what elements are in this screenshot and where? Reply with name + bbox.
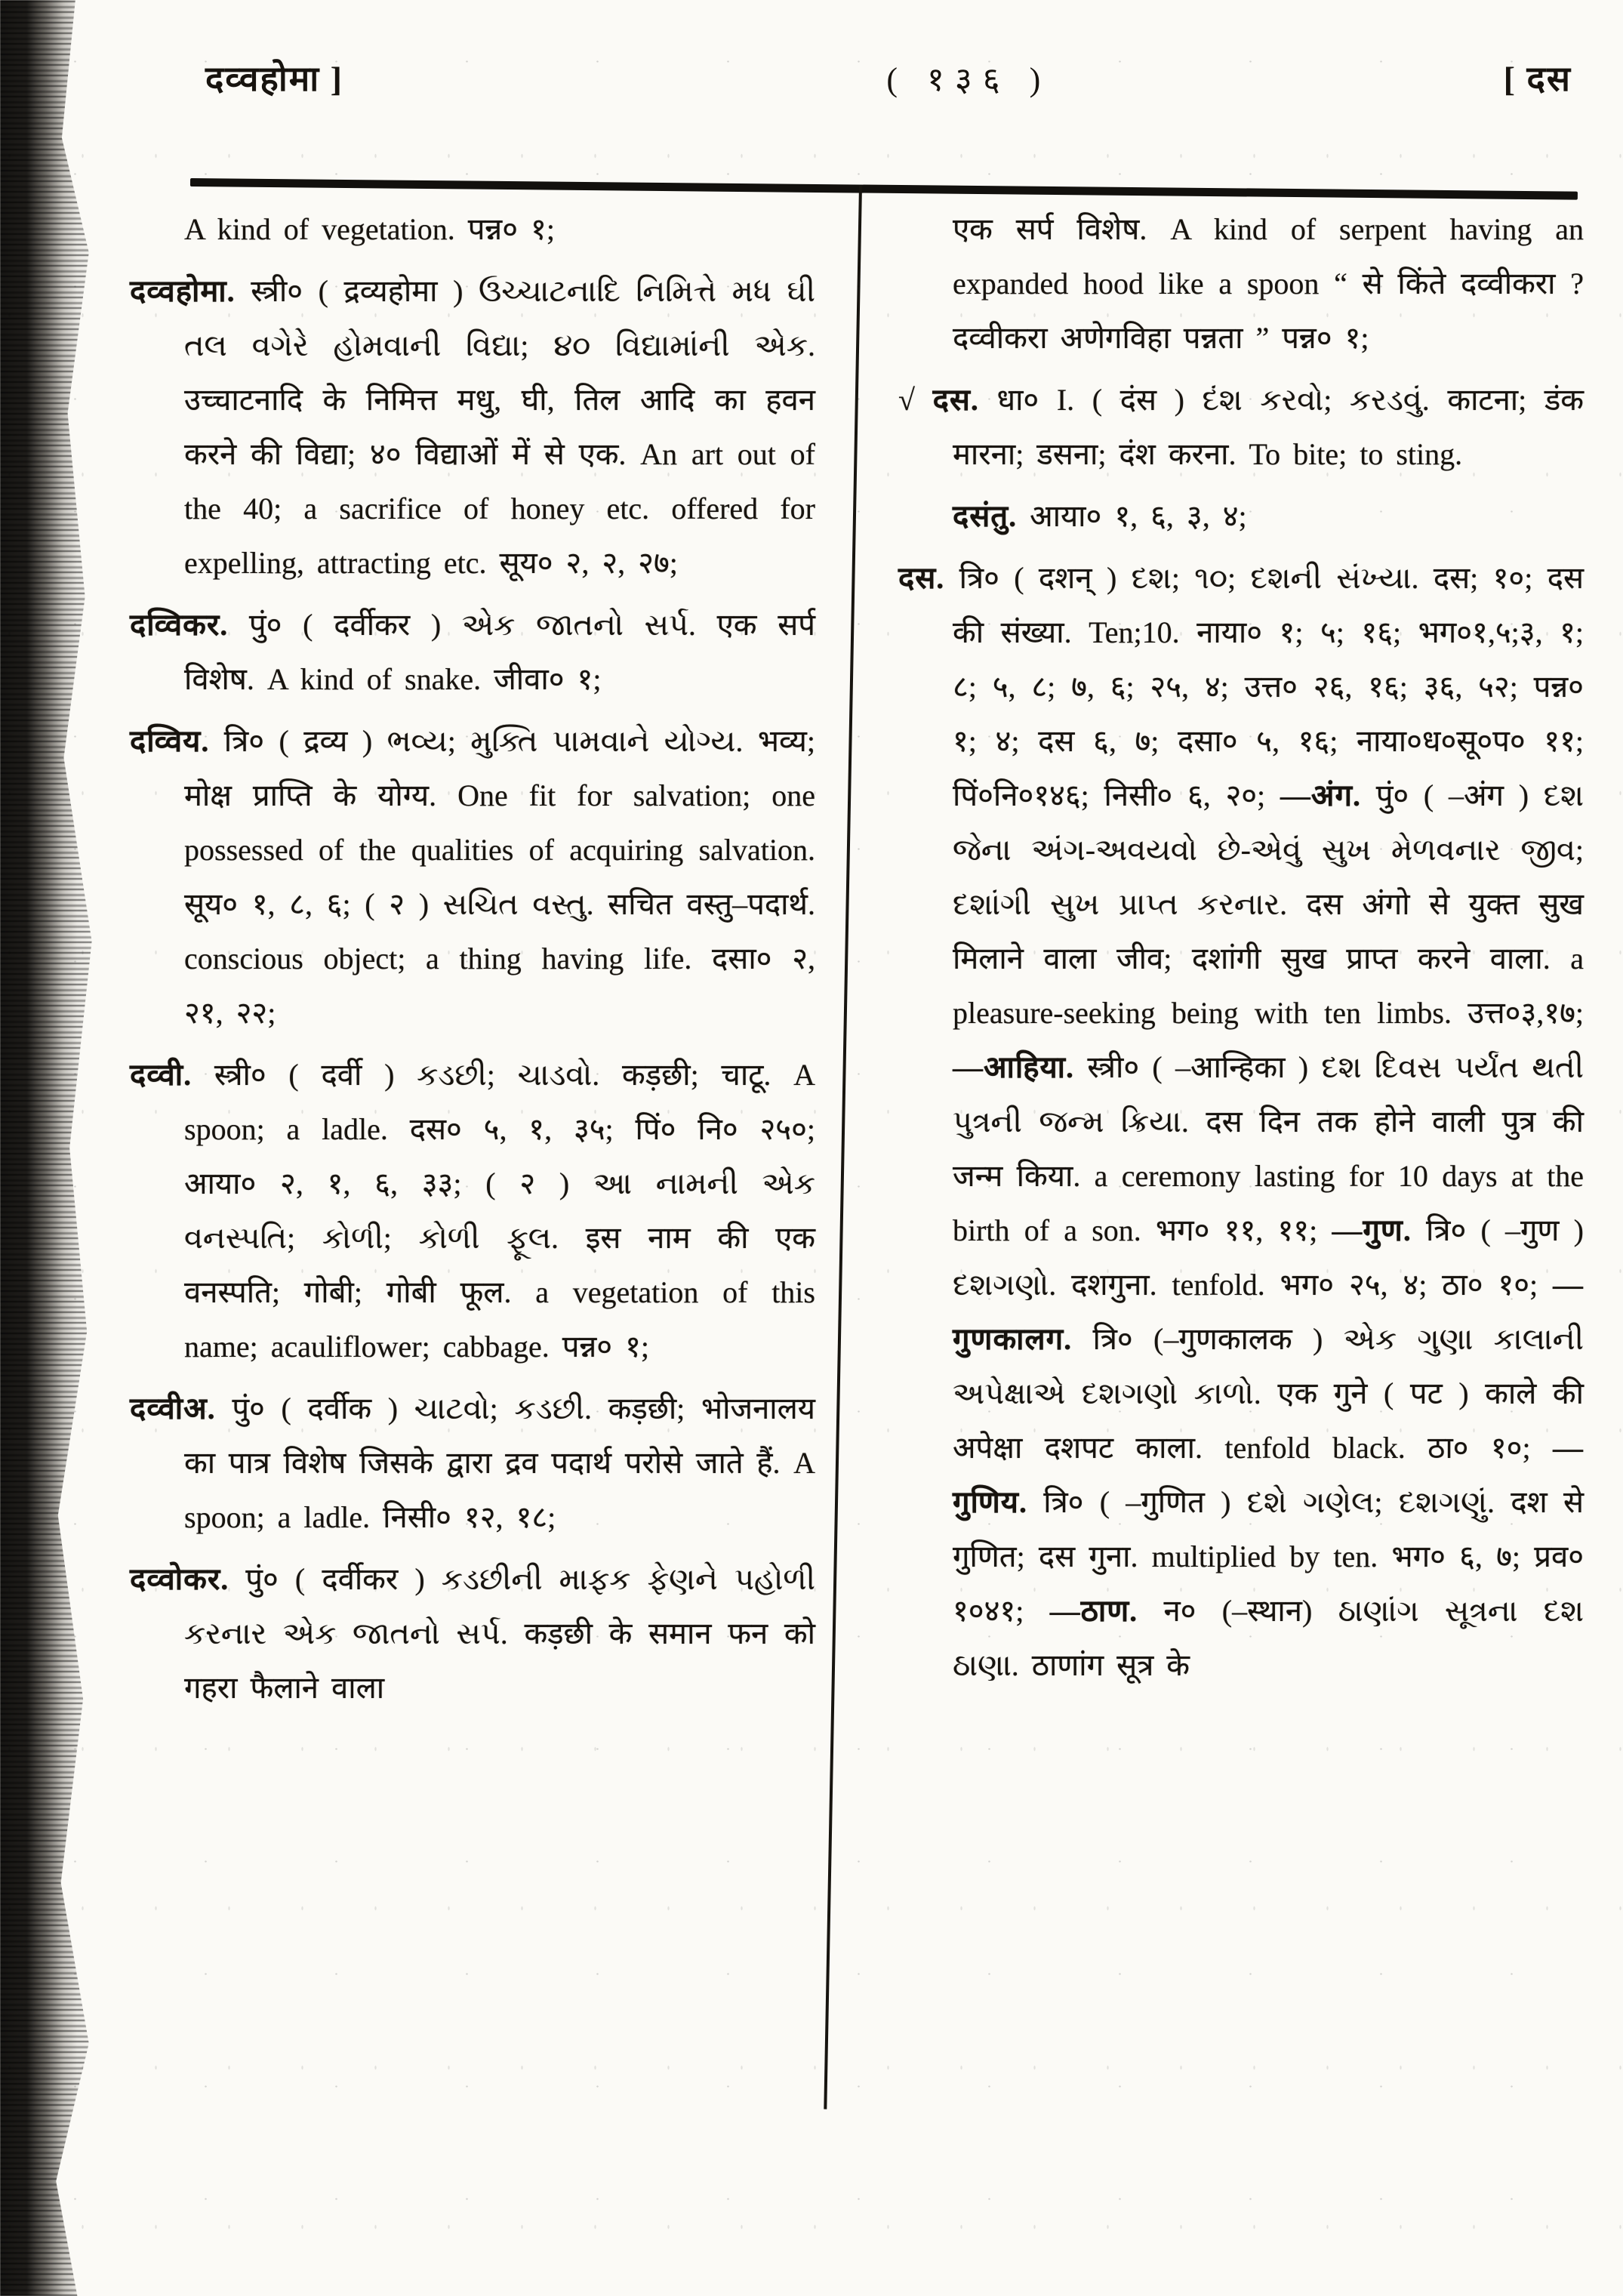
entry-text: त्रि० (–गुणकालक ) એક ગુણા કાલાની અપેક્ષાએ દશગણો કાળો. एक गुने ( पट ) काले की अपेक्षा दशपट काला. tenfold black. ठा० १०; xyxy=(953,1322,1584,1465)
dictionary-entry xyxy=(898,202,1584,365)
dictionary-entry xyxy=(898,489,1584,544)
dictionary-entry xyxy=(130,1552,815,1715)
page-number: ( १३६ ) xyxy=(886,61,1052,98)
entry-text: त्रि० ( –गुण ) દશગણો. दशगुना. tenfold. भग० २५, ४; ठा० १०; xyxy=(953,1213,1584,1302)
entry-text: धा० I. ( दंस ) દંશ કરવો; કરડવું. काटना; डंक मारना; डसना; दंश करना. To bite; to sting. xyxy=(953,383,1584,471)
book-binding-shadow xyxy=(0,0,97,2296)
page-header xyxy=(205,54,1572,101)
entry-headword: दव्वीअ. xyxy=(130,1391,216,1425)
entry-text: पुं० ( दर्वीकर ) કડછીની માફક ફેણને પહોળી કરનાર એક જાતનો સર્પ. कड़छी के समान फन को गहरा फैलाने वाला xyxy=(184,1562,815,1705)
entry-headword: दस. xyxy=(898,561,945,595)
dictionary-entry xyxy=(130,1048,815,1374)
entry-text: आया० १, ६, ३, ४; xyxy=(1017,499,1247,533)
entry-text: स्त्री० ( दर्वी ) કડછી; ચાડવો. कड़छी; चाटू. A spoon; a ladle. दस० ५, १, ३५; पिं० नि० २५०; आया० २, १, ६, ३३; ( २ ) આ નામની એક વનસ્પતિ; કોળી; કોળી ફૂલ. इस नाम की एक वनस्पति; गोबी; गोबी फूल. a vegetation of this name; acauliflower; cabbage. पन्न० १; xyxy=(184,1058,815,1364)
entry-headword: दव्वहोमा. xyxy=(130,274,236,308)
right-column xyxy=(898,202,1584,1723)
entry-text: पुं० ( –अंग ) દશ જેના અંગ-અવયવો છે-એવું સુખ મેળવનાર જીવ; દશાંગી સુખ પ્રાપ્ત કરનાર. दस अंगो से युक्त सुख मिलाने वाला जीव; दशांगी सुख प्राप्त करने वाला. a pleasure-seeking being with ten limbs. उत्त०३,१७; xyxy=(953,778,1584,1030)
dictionary-entry xyxy=(898,551,1584,1693)
header-left-catchword: दव्वहोमा ] xyxy=(205,60,344,98)
entry-headword: दव्वी. xyxy=(130,1058,192,1092)
entry-text: त्रि० ( –गुणित ) દશે ગણેલ; દશગણું. दश से गुणित; दस गुना. multiplied by ten. भग० ६, ७; प्रव० १०४१; xyxy=(953,1485,1584,1628)
entry-headword: —आहिया. xyxy=(953,1050,1075,1084)
dictionary-entry xyxy=(130,1382,815,1545)
entry-text: पुं० ( दर्वीकर ) એક જાતનો સર્પ. एक सर्प विशेष. A kind of snake. जीवा० १; xyxy=(184,608,815,696)
entry-text: न० (–स्थान) ઠાણાંગ સૂત્રના દશ ઠાણા. ठाणांग सूत्र के xyxy=(953,1594,1584,1682)
left-column xyxy=(130,202,815,1723)
entry-text: स्त्री० ( –आन्हिका ) દશ દિવસ પર્યંત થતી પુત્રની જન્મ ક્રિયા. दस दिन तक होने वाली पुत्र की जन्म किया. a ceremony lasting for 10 days at the birth of a son. भग० ११, ११; xyxy=(953,1050,1584,1247)
dictionary-entry xyxy=(130,202,815,257)
dictionary-entry xyxy=(130,714,815,1040)
entry-headword: —ठाण. xyxy=(1049,1594,1138,1628)
header-rule xyxy=(190,178,1578,200)
dictionary-entry xyxy=(130,264,815,590)
dictionary-entry xyxy=(130,598,815,707)
entry-headword: दव्वोकर. xyxy=(130,1562,229,1596)
entry-text: A kind of vegetation. पन्न० १; xyxy=(184,212,555,246)
header-right-catchword: [ दस xyxy=(1503,60,1572,98)
entry-headword: दव्विकर. xyxy=(130,608,229,642)
entry-text: त्रि० ( द्रव्य ) ભવ્ય; મુક્તિ પામવાને યોગ્ય. भव्य; मोक्ष प्राप्ति के योग्य. One fit for salvation; one possessed of the qualities of acquiring salvation. सूय० १, ८, ६; ( २ ) સચિત વસ્તુ. सचित वस्तु–पदार्थ. conscious object; a thing having life. दसा० २, २१, २२; xyxy=(184,724,815,1030)
entry-text: एक सर्प विशेष. A kind of serpent having an expanded hood like a spoon “ से किंते दव्वीकरा ? दव्वीकरा अणेगविहा पन्नता ” पन्न० १; xyxy=(953,212,1584,355)
entry-text: √ xyxy=(898,383,933,417)
entry-headword: दस. xyxy=(932,383,979,417)
entry-headword: —गुणकालग. xyxy=(953,1268,1584,1356)
entry-headword: दव्विय. xyxy=(130,724,210,758)
entry-headword: दसंतु. xyxy=(953,499,1018,533)
text-columns xyxy=(130,202,1584,1723)
entry-headword: —अंग. xyxy=(1280,778,1361,812)
dictionary-entry xyxy=(898,373,1584,482)
entry-headword: —गुणिय. xyxy=(953,1431,1584,1519)
entry-text: त्रि० ( दशन् ) દશ; ૧૦; દશની સંખ્યા. दस; १०; दस की संख्या. Ten;10. नाया० १; ५; १६; भग०१,५;३, १; ८; ५, ८; ७, ६; २५, ४; उत्त० २६, १६; ३६, ५२; पन्न० १; ४; दस ६, ७; दसा० ५, १६; नाया०ध०सू०प० ११; पिं०नि०१४६; निसी० ६, २०; xyxy=(944,561,1584,812)
entry-text: स्त्री० ( द्रव्यहोमा ) ઉચ્ચાટનાદિ નિમિત્તે મધ ઘી તલ વગેરે હોમવાની વિદ્યા; ૪૦ વિદ્યામાંની એક. उच्चाटनादि के निमित्त मधु, घी, तिल आदि का हवन करने की विद्या; ४० विद्याओं में से एक. An art out of the 40; a sacrifice of honey etc. offered for expelling, attracting etc. सूय० २, २, २७; xyxy=(184,274,815,580)
entry-headword: —गुण. xyxy=(1332,1213,1412,1247)
entry-text: पुं० ( दर्वीक ) ચાટવો; કડછી. कड़छी; भोजनालय का पात्र विशेष जिसके द्वारा द्रव पदार्थ परोसे जाते हैं. A spoon; a ladle. निसी० १२, १८; xyxy=(184,1391,815,1534)
